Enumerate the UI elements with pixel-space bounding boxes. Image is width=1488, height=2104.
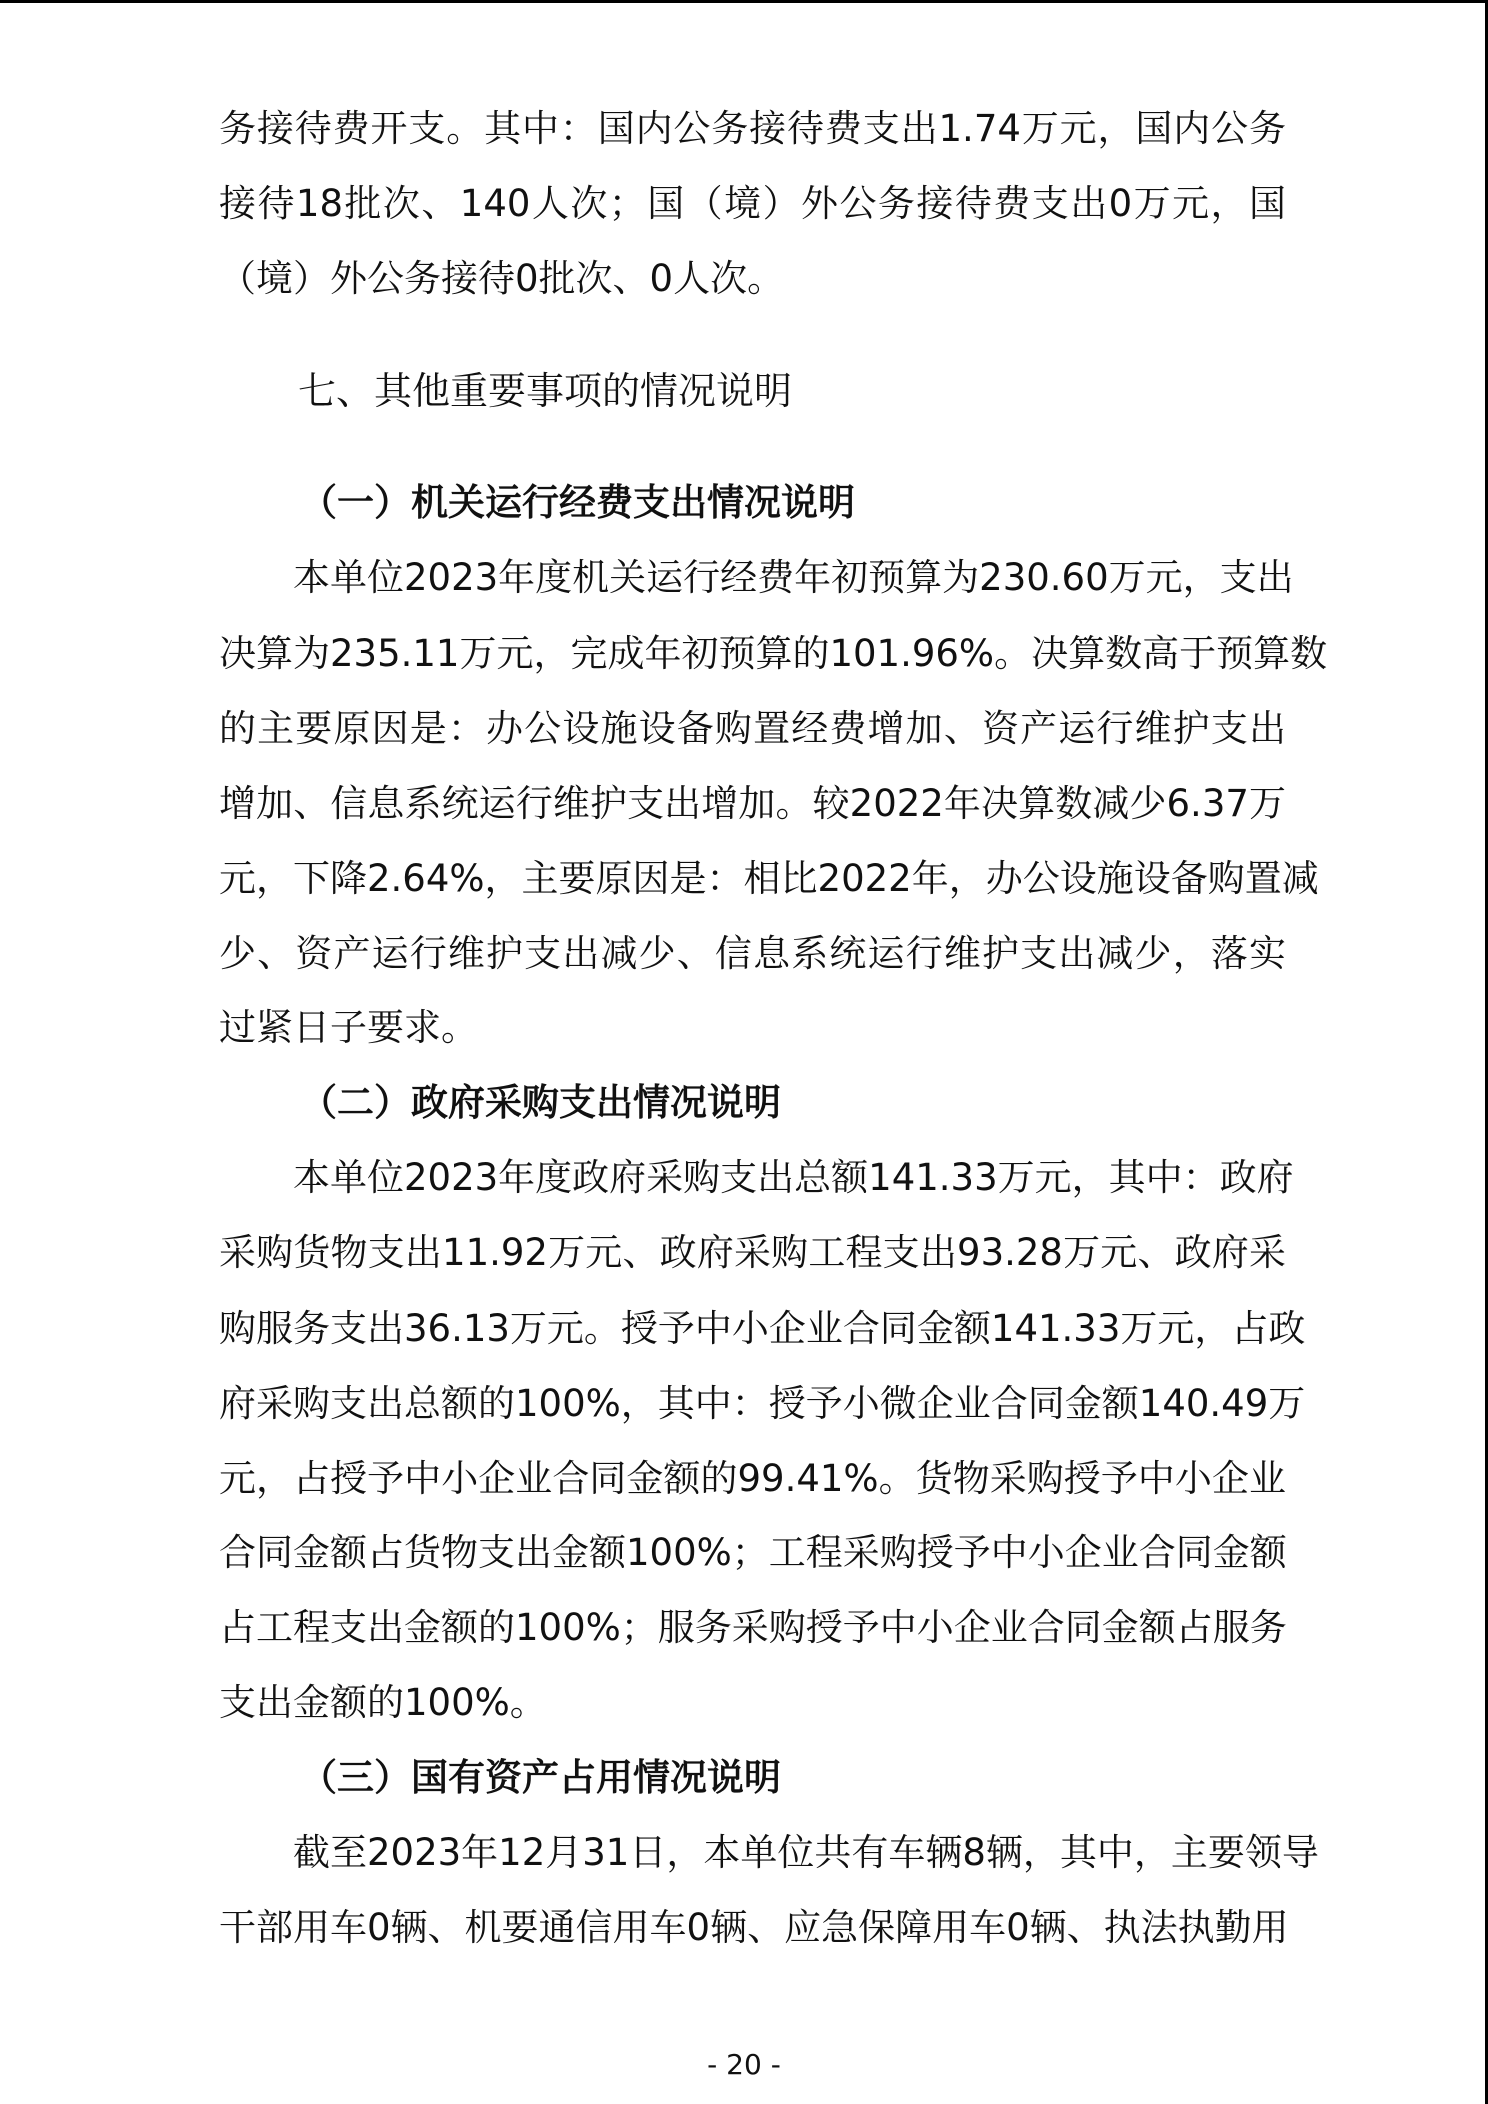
body-line: 本单位2023年度机关运行经费年初预算为230.60万元，支出 (293, 556, 1294, 599)
subsection-heading: （二）政府采购支出情况说明 (300, 1081, 781, 1124)
body-line: 接待18批次、140人次；国（境）外公务接待费支出0万元，国 (219, 182, 1286, 225)
body-line: 采购货物支出11.92万元、政府采购工程支出93.28万元、政府采 (219, 1231, 1286, 1274)
body-line: 过紧日子要求。 (219, 1006, 478, 1049)
body-line: 干部用车0辆、机要通信用车0辆、应急保障用车0辆、执法执勤用 (219, 1906, 1289, 1949)
body-line: 增加、信息系统运行维护支出增加。较2022年决算数减少6.37万 (219, 782, 1286, 825)
subsection-heading: （一）机关运行经费支出情况说明 (300, 481, 855, 524)
page-number: - 20 - (707, 2048, 781, 2081)
body-line: 元，下降2.64%，主要原因是：相比2022年，办公设施设备购置减 (219, 857, 1319, 900)
body-line: 占工程支出金额的100%；服务采购授予中小企业合同金额占服务 (219, 1606, 1287, 1649)
body-line: 购服务支出36.13万元。授予中小企业合同金额141.33万元，占政 (219, 1307, 1306, 1350)
body-line: 本单位2023年度政府采购支出总额141.33万元，其中：政府 (293, 1156, 1294, 1199)
body-line: 的主要原因是：办公设施设备购置经费增加、资产运行维护支出 (219, 707, 1286, 750)
body-line: 府采购支出总额的100%，其中：授予小微企业合同金额140.49万 (219, 1382, 1306, 1425)
body-line: （境）外公务接待0批次、0人次。 (219, 257, 785, 300)
page-top-border (0, 0, 1488, 3)
body-line: 少、资产运行维护支出减少、信息系统运行维护支出减少，落实 (219, 932, 1286, 975)
body-line: 支出金额的100%。 (219, 1681, 547, 1724)
section-heading: 七、其他重要事项的情况说明 (298, 369, 793, 413)
body-line: 合同金额占货物支出金额100%；工程采购授予中小企业合同金额 (219, 1531, 1287, 1574)
body-line: 元，占授予中小企业合同金额的99.41%。货物采购授予中小企业 (219, 1457, 1286, 1500)
body-line: 务接待费开支。其中：国内公务接待费支出1.74万元，国内公务 (219, 107, 1286, 150)
subsection-heading: （三）国有资产占用情况说明 (300, 1756, 781, 1799)
body-line: 决算为235.11万元，完成年初预算的101.96%。决算数高于预算数 (219, 632, 1328, 675)
body-line: 截至2023年12月31日，本单位共有车辆8辆，其中，主要领导 (293, 1831, 1319, 1874)
